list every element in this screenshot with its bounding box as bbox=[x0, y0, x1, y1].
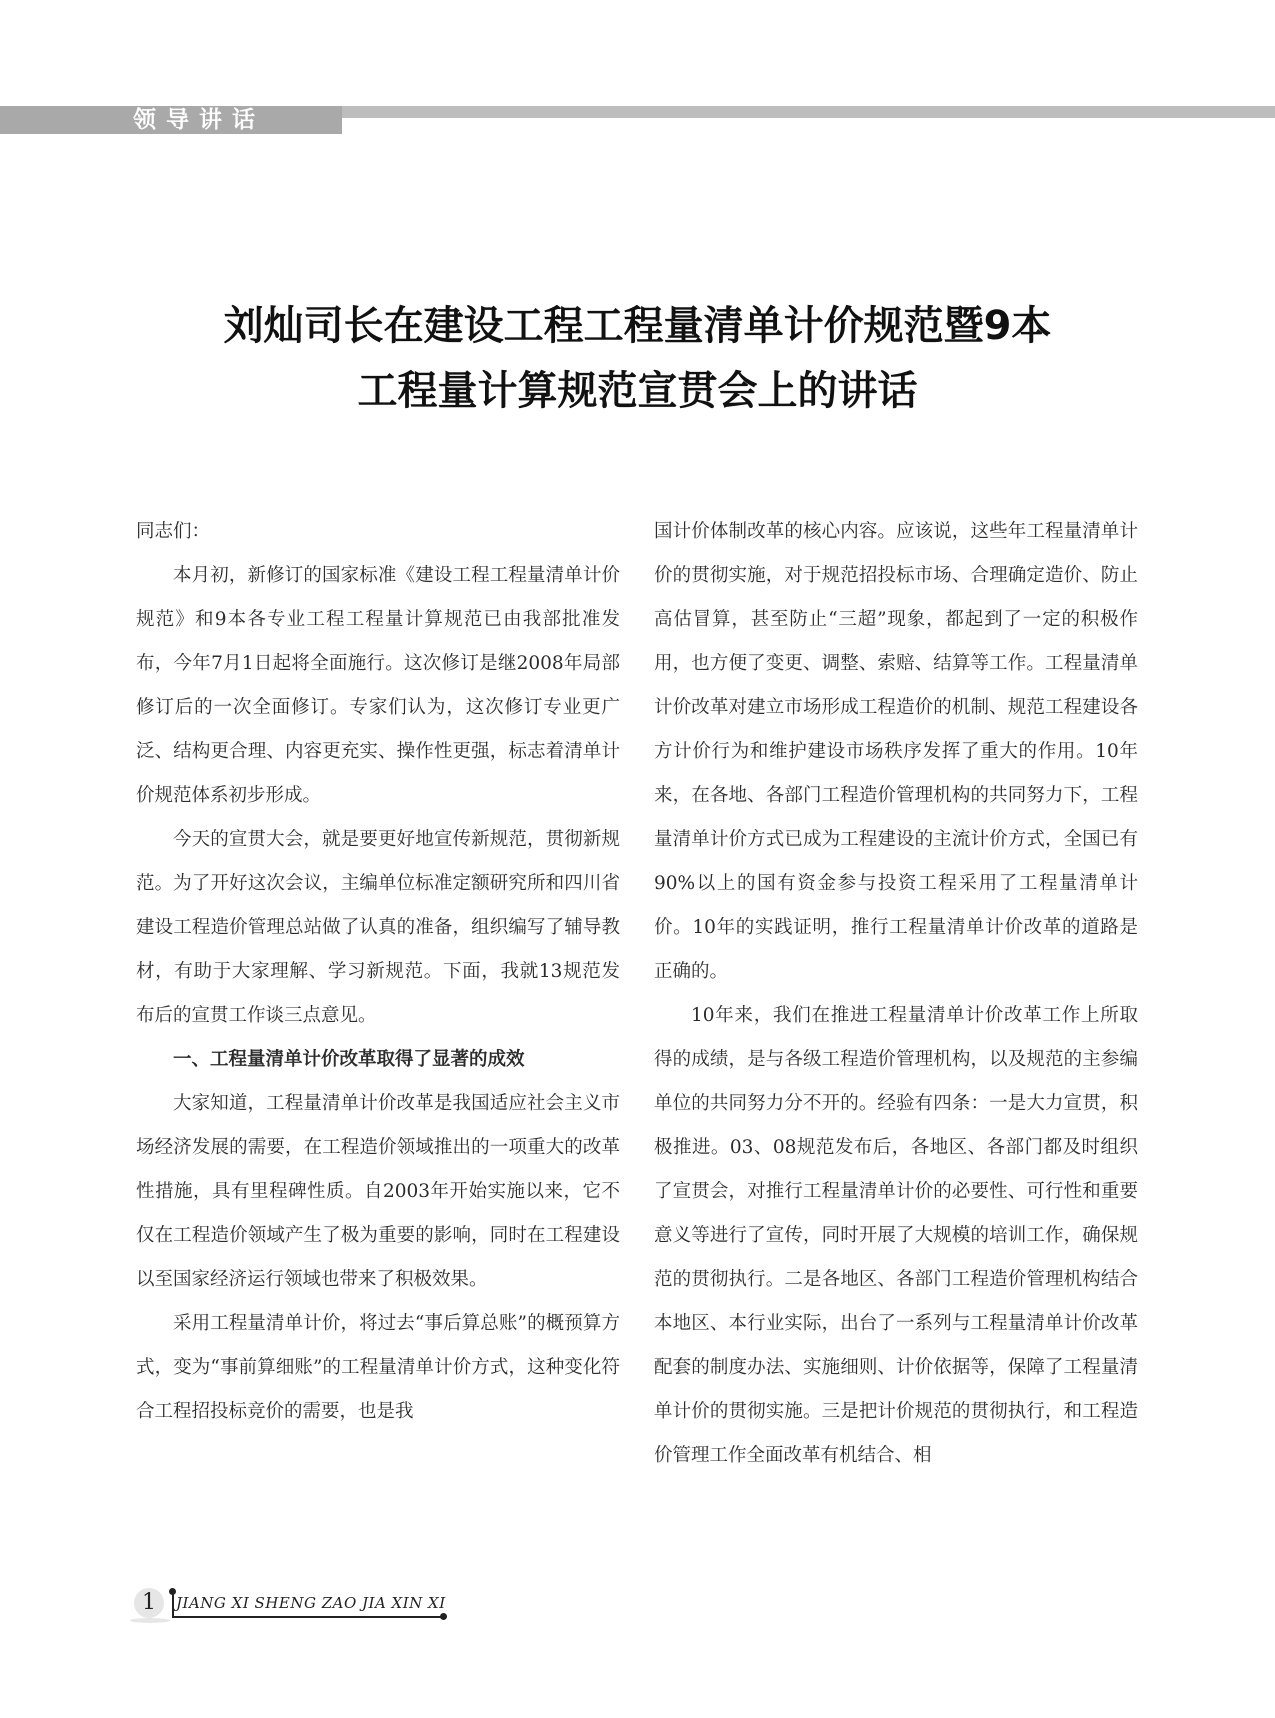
salutation: 同志们： bbox=[136, 521, 211, 542]
page-number: 1 bbox=[134, 1588, 164, 1618]
footer-dot-icon bbox=[440, 1613, 447, 1620]
paragraph: 本月初，新修订的国家标准《建设工程工程量清单计价规范》和9本各专业工程工程量计算规范已由我部批准发布，今年7月1日起将全面施行。这次修订是继2008年局部修订后的一次全面修订。专家们认为，这次修订专业更广泛、结构更合理、内容更充实、操作性更强，标志着清单计价规范体系初步形成。 bbox=[136, 565, 620, 806]
paragraph: 大家知道，工程量清单计价改革是我国适应社会主义市场经济发展的需要，在工程造价领域推出的一项重大的改革性措施，具有里程碑性质。自2003年开始实施以来，它不仅在工程造价领域产生了极为重要的影响，同时在工程建设以至国家经济运行领域也带来了积极效果。 bbox=[136, 1093, 620, 1290]
paragraph: 10年来，我们在推进工程量清单计价改革工作上所取得的成绩，是与各级工程造价管理机构，以及规范的主参编单位的共同努力分不开的。经验有四条：一是大力宣贯，积极推进。03、08规范发布后，各地区、各部门都及时组织了宣贯会，对推行工程量清单计价的必要性、可行性和重要意义等进行了宣传，同时开展了大规模的培训工作，确保规范的贯彻执行。二是各地区、各部门工程造价管理机构结合本地区、本行业实际，出台了一系列与工程量清单计价改革配套的制度办法、实施细则、计价依据等，保障了工程量清单计价的贯彻实施。三是把计价规范的贯彻执行，和工程造价管理工作全面改革有机结合、相 bbox=[654, 1005, 1138, 1466]
footer-rule-vertical bbox=[172, 1592, 174, 1618]
right-column bbox=[654, 510, 1138, 1478]
left-column bbox=[136, 510, 620, 1434]
paragraph: 采用工程量清单计价，将过去“事后算总账”的概预算方式，变为“事前算细账”的工程量清单计价方式，这种变化符合工程招投标竞价的需要，也是我 bbox=[136, 1313, 620, 1422]
article-title bbox=[0, 294, 1275, 424]
footer-rule-horizontal bbox=[172, 1616, 442, 1618]
paragraph: 国计价体制改革的核心内容。应该说，这些年工程量清单计价的贯彻实施，对于规范招投标市场、合理确定造价、防止高估冒算，甚至防止“三超”现象，都起到了一定的积极作用，也方便了变更、调整、索赔、结算等工作。工程量清单计价改革对建立市场形成工程造价的机制、规范工程建设各方计价行为和维护建设市场秩序发挥了重大的作用。10年来，在各地、各部门工程造价管理机构的共同努力下，工程量清单计价方式已成为工程建设的主流计价方式，全国已有90%以上的国有资金参与投资工程采用了工程量清单计价。10年的实践证明，推行工程量清单计价改革的道路是正确的。 bbox=[654, 521, 1138, 982]
page-footer bbox=[130, 1588, 470, 1628]
section-label: 领导讲话 bbox=[0, 106, 342, 134]
title-line-2: 工程量计算规范宣贯会上的讲话 bbox=[357, 368, 918, 414]
journal-name: JIANG XI SHENG ZAO JIA XIN XI bbox=[176, 1594, 446, 1612]
section-heading: 一、工程量清单计价改革取得了显著的成效 bbox=[173, 1049, 525, 1070]
section-header-bar bbox=[0, 106, 1275, 134]
paragraph: 今天的宣贯大会，就是要更好地宣传新规范，贯彻新规范。为了开好这次会议，主编单位标准定额研究所和四川省建设工程造价管理总站做了认真的准备，组织编写了辅导教材，有助于大家理解、学习新规范。下面，我就13规范发布后的宣贯工作谈三点意见。 bbox=[136, 829, 620, 1026]
title-line-1: 刘灿司长在建设工程工程量清单计价规范暨9本 bbox=[223, 303, 1052, 349]
header-rule bbox=[342, 106, 1275, 118]
page-number-shadow bbox=[130, 1618, 170, 1623]
